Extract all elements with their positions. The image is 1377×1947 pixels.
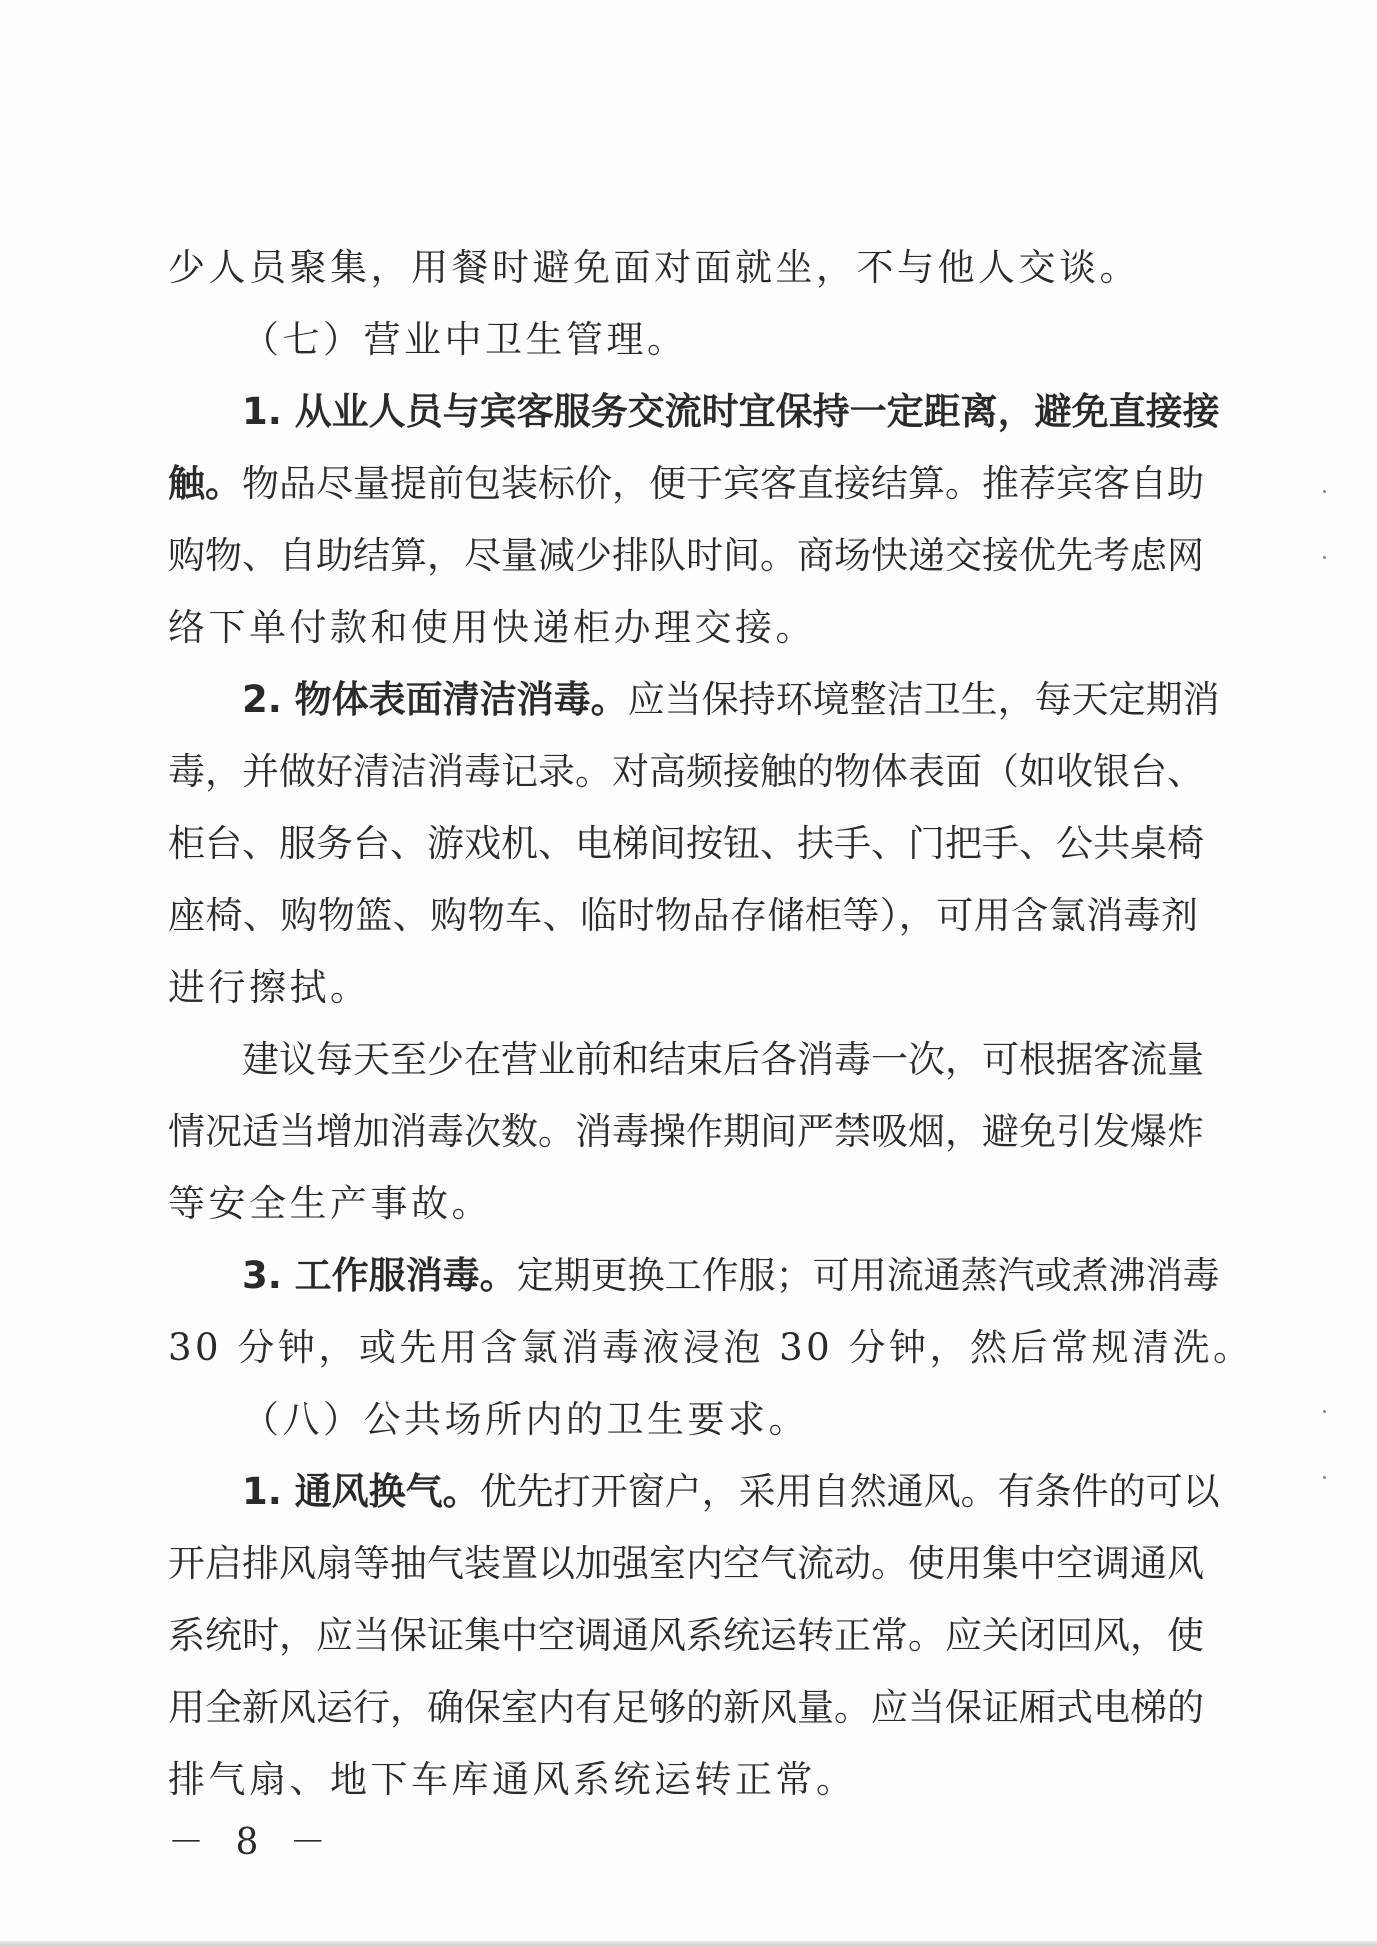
body-text — [168, 232, 1254, 1816]
text-line — [168, 880, 1198, 952]
scan-bottom-edge — [0, 1941, 1377, 1947]
scan-speck — [1323, 1410, 1326, 1413]
text-line — [168, 952, 1198, 1024]
text-line — [168, 232, 1198, 304]
body-text-run: 进行擦拭。 — [168, 966, 371, 1009]
body-text-run: 柜台、服务台、游戏机、电梯间按钮、扶手、门把手、公共桌椅 — [168, 822, 1204, 865]
body-text-run: 毒，并做好清洁消毒记录。对高频接触的物体表面（如收银台、 — [168, 750, 1204, 793]
bold-heading-text: 2. 物体表面清洁消毒。 — [242, 678, 628, 721]
text-line — [168, 1528, 1204, 1600]
text-line — [168, 1096, 1204, 1168]
text-line — [168, 520, 1204, 592]
text-line — [168, 736, 1204, 808]
body-text-run: 系统时，应当保证集中空调通风系统运转正常。应关闭回风，使 — [168, 1614, 1204, 1657]
text-line — [168, 448, 1204, 520]
body-text-run: 30 分钟，或先用含氯消毒液浸泡 30 分钟，然后常规清洗。 — [168, 1326, 1254, 1369]
text-line — [168, 664, 1220, 736]
bold-heading-text: 1. 从业人员与宾客服务交流时宜保持一定距离，避免直接接 — [242, 390, 1220, 433]
text-line — [168, 1168, 1198, 1240]
text-line — [168, 592, 1198, 664]
body-text-run: 物品尽量提前包装标价，便于宾客直接结算。推荐宾客自助 — [242, 462, 1204, 505]
body-text-run: 少人员聚集，用餐时避免面对面就坐，不与他人交谈。 — [168, 246, 1140, 289]
body-text-run: 络下单付款和使用快递柜办理交接。 — [168, 606, 816, 649]
text-line — [168, 1312, 1254, 1384]
body-text-run: （八）公共场所内的卫生要求。 — [242, 1398, 809, 1441]
body-text-run: 建议每天至少在营业前和结束后各消毒一次，可根据客流量 — [242, 1038, 1204, 1081]
body-text-run: 排气扇、地下车库通风系统运转正常。 — [168, 1758, 857, 1801]
text-line — [168, 304, 1198, 376]
text-line — [168, 1600, 1204, 1672]
bold-heading-text: 触。 — [168, 462, 242, 505]
scan-speck — [1323, 556, 1326, 559]
body-text-run: 优先打开窗户，采用自然通风。有条件的可以 — [479, 1470, 1220, 1513]
text-line — [168, 1384, 1198, 1456]
body-text-run: 情况适当增加消毒次数。消毒操作期间严禁吸烟，避免引发爆炸 — [168, 1110, 1204, 1153]
text-line — [168, 1024, 1204, 1096]
body-text-run: （七）营业中卫生管理。 — [242, 318, 688, 361]
text-line — [168, 1744, 1198, 1816]
scan-speck — [1323, 490, 1326, 493]
page-number: － 8 － — [168, 1822, 336, 1863]
body-text-run: 开启排风扇等抽气装置以加强室内空气流动。使用集中空调通风 — [168, 1542, 1204, 1585]
body-text-run: 用全新风运行，确保室内有足够的新风量。应当保证厢式电梯的 — [168, 1686, 1204, 1729]
body-text-run: 应当保持环境整洁卫生，每天定期消 — [627, 678, 1220, 721]
body-text-run: 座椅、购物篮、购物车、临时物品存储柜等），可用含氯消毒剂 — [168, 894, 1198, 937]
text-line — [168, 808, 1204, 880]
bold-heading-text: 1. 通风换气。 — [242, 1470, 480, 1513]
body-text-run: 定期更换工作服；可用流通蒸汽或煮沸消毒 — [516, 1254, 1220, 1297]
text-line — [168, 376, 1220, 448]
body-text-run: 购物、自助结算，尽量减少排队时间。商场快递交接优先考虑网 — [168, 534, 1204, 577]
scan-speck — [1323, 1476, 1326, 1479]
body-text-run: 等安全生产事故。 — [168, 1182, 492, 1225]
text-line — [168, 1456, 1220, 1528]
bold-heading-text: 3. 工作服消毒。 — [242, 1254, 517, 1297]
text-line — [168, 1672, 1204, 1744]
text-line — [168, 1240, 1220, 1312]
